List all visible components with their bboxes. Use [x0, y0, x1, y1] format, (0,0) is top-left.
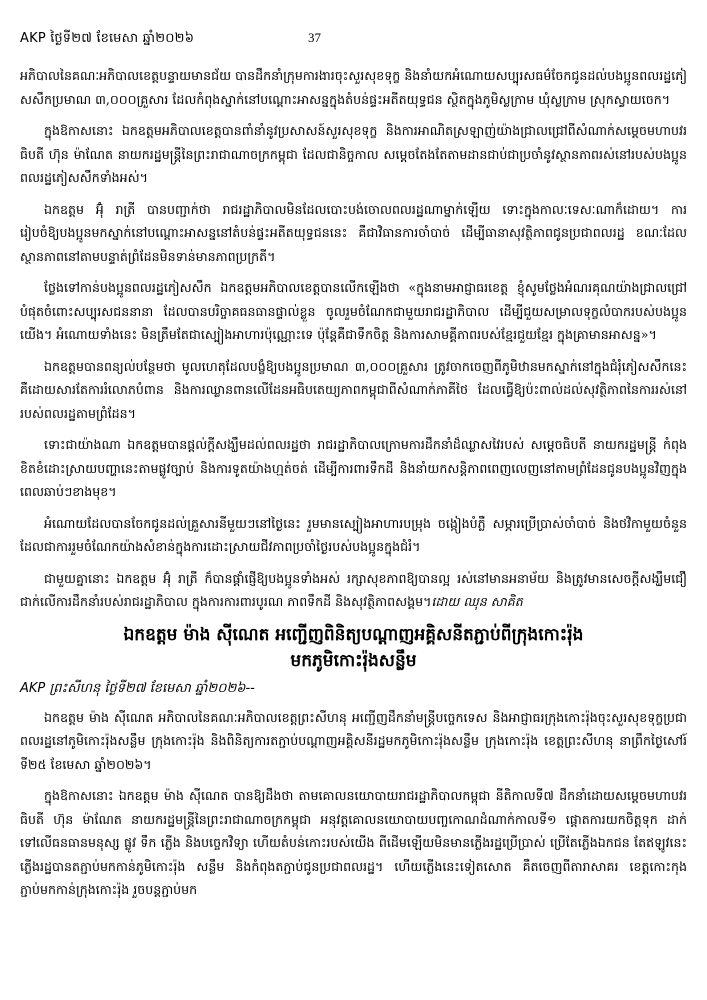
article-1-paragraph: ឯកឧត្តមបានពន្យល់បន្ថែមថា មូលហេតុដែលបង្ខំឱ្យបងប្អូនប្រមាណ ៣,០០០គ្រួសារ ត្រូវចាកចេញពីភូមិឋានមកស្នាក់នៅក្នុងជំរុំភៀសសឹកនេះ គឺដោយសារតែការរំលោភបំពាន និងការឈ្លានពានលើដែនអធិបតេយ្យភាពកម្ពុជាពីសំណាក់ភាគីថៃ ដែលធ្វើឱ្យប៉ះពាល់ដល់សុវត្ថិភាពនៃការរស់នៅរបស់ពលរដ្ឋតាមព្រំដែន។ [20, 358, 687, 421]
article-1-last-paragraph [20, 567, 687, 614]
article-1-paragraph: ឯកឧត្តម អ៊ុំ រាត្រី បានបញ្ជាក់ថា រាជរដ្ឋាភិបាលមិនដែលបោះបង់ចោលពលរដ្ឋណាម្នាក់ឡើយ ទោះក្នុងកាលៈទេសៈណាក៏ដោយ។ ការរៀបចំឱ្យបងប្អូនមកស្នាក់នៅបណ្តោះអាសន្ននៅតំបន់ផ្ទះអតីតយុទ្ធជននេះ គឺជាវិធានការចាំបាច់ ដើម្បីធានាសុវត្ថិភាពជូនប្រជាពលរដ្ឋ ខណៈដែលស្ថានភាពនៅតាមបន្ទាត់ព្រំដែនមិនទាន់មានភាពប្រក្រតី។ [20, 201, 687, 264]
article-1-paragraph-text: ជាមួយគ្នានោះ ឯកឧត្តម អ៊ុំ រាត្រី ក៏បានផ្តាំផ្ញើឱ្យបងប្អូនទាំងអស់ រក្សាសុខភាពឱ្យបានល្អ រស់នៅមានអនាម័យ និងត្រូវមានសេចក្តីសង្ឃឹមជឿជាក់លើការដឹកនាំរបស់រាជរដ្ឋាភិបាល ក្នុងការការពារបូរណ ភាពទឹកដី និងសុវត្ថិភាពសង្គម។ [20, 570, 687, 609]
article-2 [20, 622, 687, 902]
article-1-paragraph: អំណោយដែលបានចែកជូនដល់គ្រួសារនីមួយៗនៅថ្ងៃនេះ រួមមានស្បៀងអាហារបម្រុង ចង្កៀងបំភ្លឺ សម្ភារប្រើប្រាស់ចាំបាច់ និងថវិកាមួយចំនួន ដែលជាការរួមចំណែកយ៉ាងសំខាន់ក្នុងការដោះស្រាយជីវភាពប្រចាំថ្ងៃរបស់បងប្អូនក្នុងជំរំ។ [20, 515, 687, 554]
article-2-dateline: AKP ព្រះសីហនុ ថ្ងៃទី២៧ ខែមេសា ឆ្នាំ២០២៦-- [20, 680, 255, 696]
header-source-date: AKP ថ្ងៃទី២៧ ខែមេសា ឆ្នាំ២០២៦ [20, 31, 195, 46]
article-2-title-line: ឯកឧត្តម ម៉ាង ស៊ីណេត អញ្ជើញពិនិត្យបណ្តាញអគ្គិសនីតភ្ជាប់ពីក្រុងកោះរ៉ុង [123, 624, 584, 645]
article-1-paragraph: អភិបាលនៃគណៈអភិបាលខេត្តបន្ទាយមានជ័យ បានដឹកនាំក្រុមការងារចុះសួរសុខទុក្ខ និងនាំយកអំណោយសប្បុរសធម៌ចែកជូនដល់បងប្អូនពលរដ្ឋភៀសសឹកប្រមាណ ៣,០០០គ្រួសារ ដែលកំពុងស្នាក់នៅបណ្តោះអាសន្នក្នុងតំបន់ផ្ទះអតីតយុទ្ធជន ស្ថិតក្នុងភូមិស្លក្រាម ឃុំស្លក្រាម ស្រុកស្វាយចេក។ [20, 68, 687, 107]
article-2-title-line: មកភូមិកោះរ៉ុងសន្លឹម [290, 650, 417, 671]
page-header [20, 30, 687, 54]
article-1-paragraph: ទោះជាយ៉ាងណា ឯកឧត្តមបានផ្តល់ក្តីសង្ឃឹមដល់ពលរដ្ឋថា រាជរដ្ឋាភិបាលក្រោមការដឹកនាំដ៏ឈ្លាសវៃរបស់ សម្តេចធិបតី នាយករដ្ឋមន្ត្រី កំពុងខិតខំដោះស្រាយបញ្ហានេះតាមផ្លូវច្បាប់ និងការទូតយ៉ាងហ្មត់ចត់ ដើម្បីការពារទឹកដី និងនាំយកសន្តិភាពពេញលេញនៅតាមព្រំដែនជូនបងប្អូនវិញក្នុងពេលឆាប់ៗខាងមុខ។ [20, 437, 687, 499]
article-2-paragraph: ក្នុងឱកាសនោះ ឯកឧត្តម ម៉ាង ស៊ីណេត បានឱ្យដឹងថា តាមគោលនយោបាយរាជរដ្ឋាភិបាលកម្ពុជា នីតិកាលទី៧ ដឹកនាំដោយសម្តេចមហាបវរធិបតី ហ៊ុន ម៉ាណែត នាយករដ្ឋមន្ត្រីនៃព្រះរាជាណាចក្រកម្ពុជា អនុវត្តគោលនយោបាយបញ្ចកោណដំណាក់កាលទី១ ផ្តោតការយកចិត្តទុក ដាក់ទៅលើធនធានមនុស្ស ផ្លូវ ទឹក ភ្លើង និងបច្ចេកវិទ្យា ហើយតំបន់កោះរបស់យើង ពីដើមឡើយមិនមានភ្លើងរដ្ឋប្រើប្រាស់ ប្រើតែភ្លើងឯកជន តែឥឡូវនេះ ភ្លើងរដ្ឋបានតភ្ជាប់មកកាន់ភូមិកោះរ៉ុង សន្លឹម និងកំពុងតភ្ជាប់ជូនប្រជាពលរដ្ឋ។ ហើយភ្លើងនេះទៀតសោត គឺតចេញពីតារាសាគរ ខេត្តកោះកុង ភ្ជាប់មកកាន់ក្រុងកោះរ៉ុង រួចបន្តភ្ជាប់មក [20, 788, 687, 897]
article-1-byline: ដោយ ឈុន សាគិត [431, 594, 523, 609]
article-2-title [20, 622, 687, 674]
article-2-paragraph: ឯកឧត្តម ម៉ាង ស៊ីណេត អភិបាលនៃគណៈអភិបាលខេត្តព្រះសីហនុ អញ្ជើញដឹកនាំមន្ត្រីបច្ចេកទេស និងអាជ្ញាធរក្រុងកោះរ៉ុងចុះសួរសុខទុក្ខប្រជាពលរដ្ឋនៅភូមិកោះរ៉ុងសន្លឹម ក្រុងកោះរ៉ុង និងពិនិត្យការតភ្ជាប់បណ្តាញអគ្គិសនីរដ្ឋមកភូមិកោះរ៉ុងសន្លឹម ក្រុងកោះរ៉ុង ខេត្តព្រះសីហនុ នាព្រឹកថ្ងៃសៅរ៍ ទី២៥ ខែមេសា ឆ្នាំ២០២៦។ [20, 709, 687, 772]
article-1-paragraph: ថ្លែងទៅកាន់បងប្អូនពលរដ្ឋភៀសសឹក ឯកឧត្តមអភិបាលខេត្តបានលើកឡើងថា «ក្នុងនាមអាជ្ញាធរខេត្ត ខ្ញុំសូមថ្លែងអំណរគុណយ៉ាងជ្រាលជ្រៅបំផុតចំពោះសប្បុរសជននានា ដែលបានបរិច្ចាគធនធានផ្ទាល់ខ្លួន ចូលរួមចំណែកជាមួយរាជរដ្ឋាភិបាល ដើម្បីជួយសម្រាលទុក្ខលំបាករបស់បងប្អូនយើង។ អំណោយទាំងនេះ មិនត្រឹមតែជាស្បៀងអាហារប៉ុណ្ណោះទេ ប៉ុន្តែគឺជាទឹកចិត្ត និងការសាមគ្គីភាពរបស់ខ្មែរជួយខ្មែរ ក្នុងគ្រាមានអាសន្ន»។ [20, 280, 687, 342]
article-1-paragraph: ក្នុងឱកាសនោះ ឯកឧត្តមអភិបាលខេត្តបានពាំនាំនូវប្រសាសន៍សួរសុខទុក្ខ និងការអាណិតស្រឡាញ់យ៉ាងជ្រាលជ្រៅពីសំណាក់សម្តេចមហាបវរធិបតី ហ៊ុន ម៉ាណែត នាយករដ្ឋមន្ត្រីនៃព្រះរាជាណាចក្រកម្ពុជា ដែលជានិច្ចកាល សម្តេចតែងតែតាមដានជាប់ជាប្រចាំនូវស្ថានភាពរស់នៅរបស់បងប្អូនពលរដ្ឋភៀសសឹកទាំងអស់។ [20, 123, 687, 185]
page-number: 37 [308, 30, 321, 45]
article-1 [20, 64, 687, 614]
